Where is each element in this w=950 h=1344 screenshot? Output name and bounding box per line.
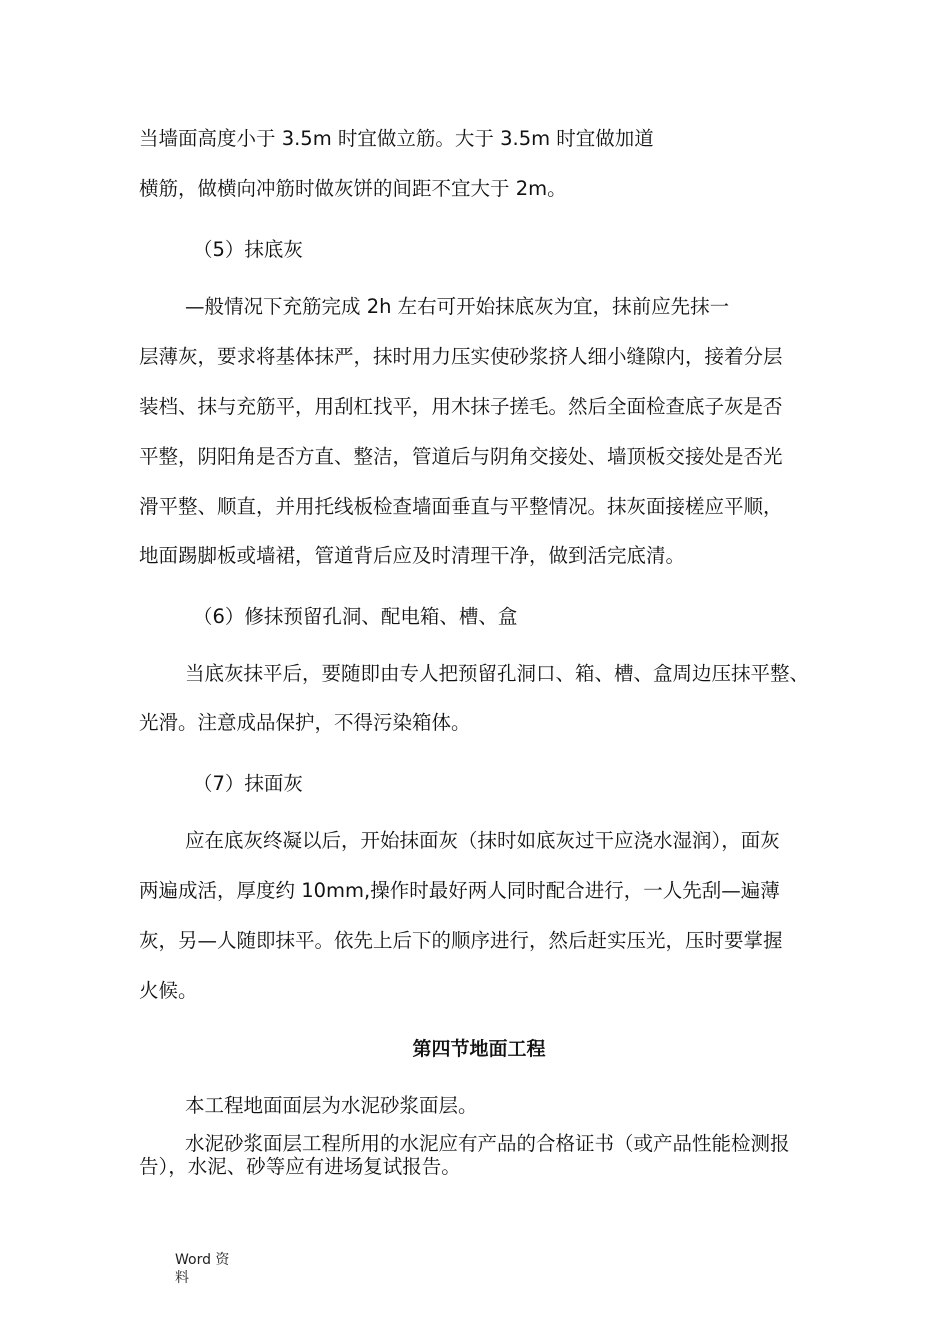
paragraph-line: 平整，阴阳角是否方直、整洁，管道后与阴角交接处、墙顶板交接处是否光 <box>139 445 783 468</box>
paragraph-line: 地面踢脚板或墙裙，管道背后应及时清理干净，做到活完底清。 <box>139 544 686 567</box>
subheading-5: （5）抹底灰 <box>193 238 303 261</box>
paragraph-line: 火候。 <box>139 979 198 1002</box>
paragraph-line: 灰，另—人随即抹平。依先上后下的顺序进行，然后赶实压光，压时要掌握 <box>139 929 783 952</box>
paragraph-line: 应在底灰终凝以后，开始抹面灰（抹时如底灰过干应浇水湿润），面灰 <box>185 829 780 852</box>
paragraph-line: 光滑。注意成品保护，不得污染箱体。 <box>139 711 471 734</box>
subheading-6: （6）修抹预留孔洞、配电箱、槽、盒 <box>193 605 518 628</box>
paragraph-line: 告），水泥、砂等应有进场复试报告。 <box>139 1155 461 1178</box>
paragraph-line: 横筋，做横向冲筋时做灰饼的间距不宜大于 2m。 <box>139 177 567 200</box>
paragraph-line: 装档、抹与充筋平，用刮杠找平，用木抹子搓毛。然后全面检查底子灰是否 <box>139 395 783 418</box>
footer-label: 料 <box>175 1270 189 1286</box>
subheading-7: （7）抹面灰 <box>193 772 303 795</box>
paragraph-line: —般情况下充筋完成 2h 左右可开始抹底灰为宜，抹前应先抹一 <box>185 295 730 318</box>
section-title: 第四节地面工程 <box>412 1038 546 1060</box>
paragraph-line: 当墙面高度小于 3.5m 时宜做立筋。大于 3.5m 时宜做加道 <box>139 127 654 150</box>
paragraph-line: 滑平整、顺直，并用托线板检查墙面垂直与平整情况。抹灰面接槎应平顺， <box>139 495 783 518</box>
paragraph-line: 当底灰抹平后，要随即由专人把预留孔洞口、箱、槽、盒周边压抹平整、 <box>185 662 810 685</box>
paragraph-line: 两遍成活，厚度约 10mm,操作时最好两人同时配合进行，一人先刮—遍薄 <box>139 879 780 902</box>
footer-label: Word 资 <box>175 1252 230 1268</box>
paragraph-line: 水泥砂浆面层工程所用的水泥应有产品的合格证书（或产品性能检测报 <box>185 1132 790 1155</box>
paragraph-line: 层薄灰，要求将基体抹严，抹时用力压实使砂浆挤人细小缝隙内，接着分层 <box>139 345 783 368</box>
paragraph-line: 本工程地面面层为水泥砂浆面层。 <box>185 1094 478 1117</box>
